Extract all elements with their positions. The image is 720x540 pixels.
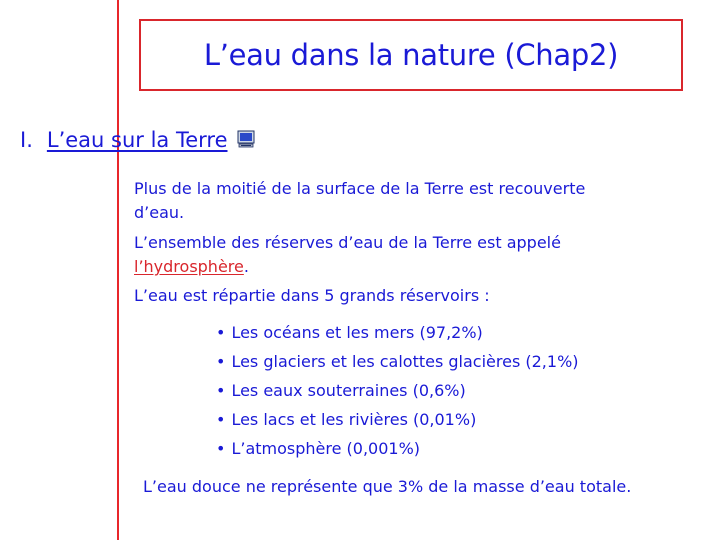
reservoir-label: Les eaux souterraines (0,6%) <box>231 381 466 400</box>
margin-line <box>117 0 119 540</box>
reservoir-label: Les lacs et les rivières (0,01%) <box>231 410 477 429</box>
section-number: I. <box>20 128 33 152</box>
computer-icon[interactable] <box>236 130 256 150</box>
list-item <box>216 347 579 376</box>
section-link[interactable]: L’eau sur la Terre <box>46 128 228 152</box>
paragraph-surface <box>134 177 585 225</box>
reservoir-label: Les océans et les mers (97,2%) <box>231 323 483 342</box>
list-item <box>216 376 579 405</box>
paragraph-hydrosphere <box>134 231 561 279</box>
section-heading <box>20 128 256 152</box>
bullet: • <box>216 323 226 342</box>
bullet: • <box>216 439 226 458</box>
reservoir-label: Les glaciers et les calottes glacières (2,1%) <box>231 352 579 371</box>
paragraph-hydrosphere-line1: L’ensemble des réserves d’eau de la Terre est appelé <box>134 233 561 252</box>
paragraph-surface-line2: d’eau. <box>134 203 185 222</box>
list-item <box>216 405 579 434</box>
paragraph-surface-line1: Plus de la moitié de la surface de la Terre est recouverte <box>134 179 586 198</box>
bullet: • <box>216 352 226 371</box>
freshwater-note: L’eau douce ne représente que 3% de la masse d’eau totale. <box>143 477 632 496</box>
paragraph-reservoirs-intro: L’eau est répartie dans 5 grands réservoirs : <box>134 286 490 305</box>
bullet: • <box>216 410 226 429</box>
list-item <box>216 434 579 463</box>
list-item <box>216 318 579 347</box>
reservoir-list <box>216 318 579 463</box>
reservoir-label: L’atmosphère (0,001%) <box>231 439 421 458</box>
title-box <box>139 19 683 91</box>
paragraph-hydrosphere-end: . <box>243 257 249 276</box>
bullet: • <box>216 381 226 400</box>
hydrosphere-link[interactable]: l’hydrosphère <box>134 257 244 276</box>
slide-title: L’eau dans la nature (Chap2) <box>203 38 619 72</box>
